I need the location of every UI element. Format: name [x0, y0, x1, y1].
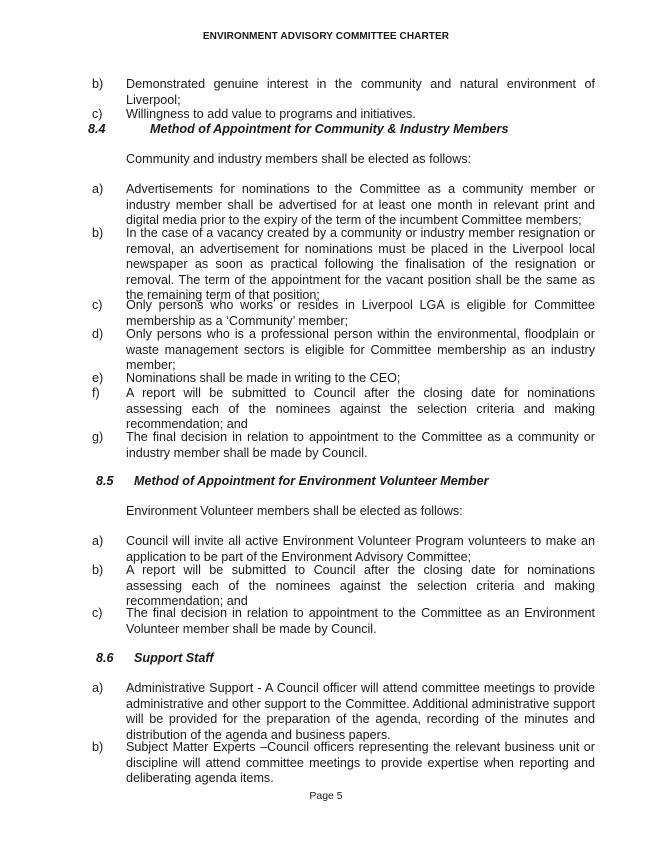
list-item-label: a)	[92, 681, 104, 695]
list-item-text: Administrative Support - A Council officer will attend committee meetings to provide administrative and other support to the Committee. Additional administrative support will be provided for the preparation of the agenda, recording of the minutes and distribution of the agenda and business papers.	[126, 681, 595, 742]
list-item-label: c)	[92, 606, 103, 620]
section-title: Support Staff	[134, 651, 214, 665]
section-number: 8.5	[96, 474, 114, 488]
list-item-text: Only persons who is a professional person within the environmental, floodplain or waste management sectors is eligible for Committee membership as an industry member;	[126, 327, 595, 372]
section-number: 8.6	[96, 651, 114, 665]
list-item-label: a)	[92, 182, 104, 196]
section-intro: Environment Volunteer members shall be elected as follows:	[126, 504, 463, 518]
list-item-text: Demonstrated genuine interest in the community and natural environment of Liverpool;	[126, 77, 595, 107]
section-intro: Community and industry members shall be elected as follows:	[126, 152, 472, 166]
list-item-text: Advertisements for nominations to the Committee as a community member or industry member shall be advertised for at least one month in relevant print and digital media prior to the expiry of the term of the incumbent Committee members;	[126, 182, 595, 227]
list-item-text: A report will be submitted to Council after the closing date for nominations assessing each of the nominees against the selection criteria and making recommendation; and	[126, 563, 595, 608]
section-number: 8.4	[88, 122, 106, 136]
list-item-label: g)	[92, 430, 104, 444]
list-item-label: c)	[92, 298, 103, 312]
list-item-label: b)	[92, 226, 104, 240]
list-item-label: b)	[92, 563, 104, 577]
list-item-text: In the case of a vacancy created by a community or industry member resignation or removal, an advertisement for nominations must be placed in the Liverpool local newspaper as soon as practical following the finalisation of the resignation or removal. The term of the appointment for the vacant position shall be the same as the remaining term of that position;	[126, 226, 595, 302]
list-item-label: b)	[92, 740, 104, 754]
list-item-text: Willingness to add value to programs and initiatives.	[126, 107, 416, 121]
list-item-text: The final decision in relation to appointment to the Committee as a community or industry member shall be made by Council.	[126, 430, 595, 460]
page-number: Page 5	[309, 790, 343, 802]
list-item-label: b)	[92, 77, 104, 91]
list-item-text: Council will invite all active Environment Volunteer Program volunteers to make an application to be part of the Environment Advisory Committee;	[126, 534, 595, 564]
list-item-label: c)	[92, 107, 103, 121]
list-item-label: a)	[92, 534, 104, 548]
section-title: Method of Appointment for Community & Industry Members	[150, 122, 509, 136]
list-item-text: A report will be submitted to Council after the closing date for nominations assessing each of the nominees against the selection criteria and making recommendation; and	[126, 386, 595, 431]
list-item-text: Only persons who works or resides in Liverpool LGA is eligible for Committee membership as a ‘Community’ member;	[126, 298, 595, 328]
list-item-label: e)	[92, 371, 104, 385]
list-item-text: Nominations shall be made in writing to the CEO;	[126, 371, 401, 385]
section-title: Method of Appointment for Environment Volunteer Member	[134, 474, 489, 488]
list-item-text: Subject Matter Experts –Council officers representing the relevant business unit or discipline will attend committee meetings to provide expertise when reporting and deliberating agenda items.	[126, 740, 595, 785]
list-item-text: The final decision in relation to appointment to the Committee as an Environment Volunteer member shall be made by Council.	[126, 606, 595, 636]
document-header-title: ENVIRONMENT ADVISORY COMMITTEE CHARTER	[202, 31, 450, 42]
list-item-label: d)	[92, 327, 104, 341]
list-item-label: f)	[92, 386, 100, 400]
